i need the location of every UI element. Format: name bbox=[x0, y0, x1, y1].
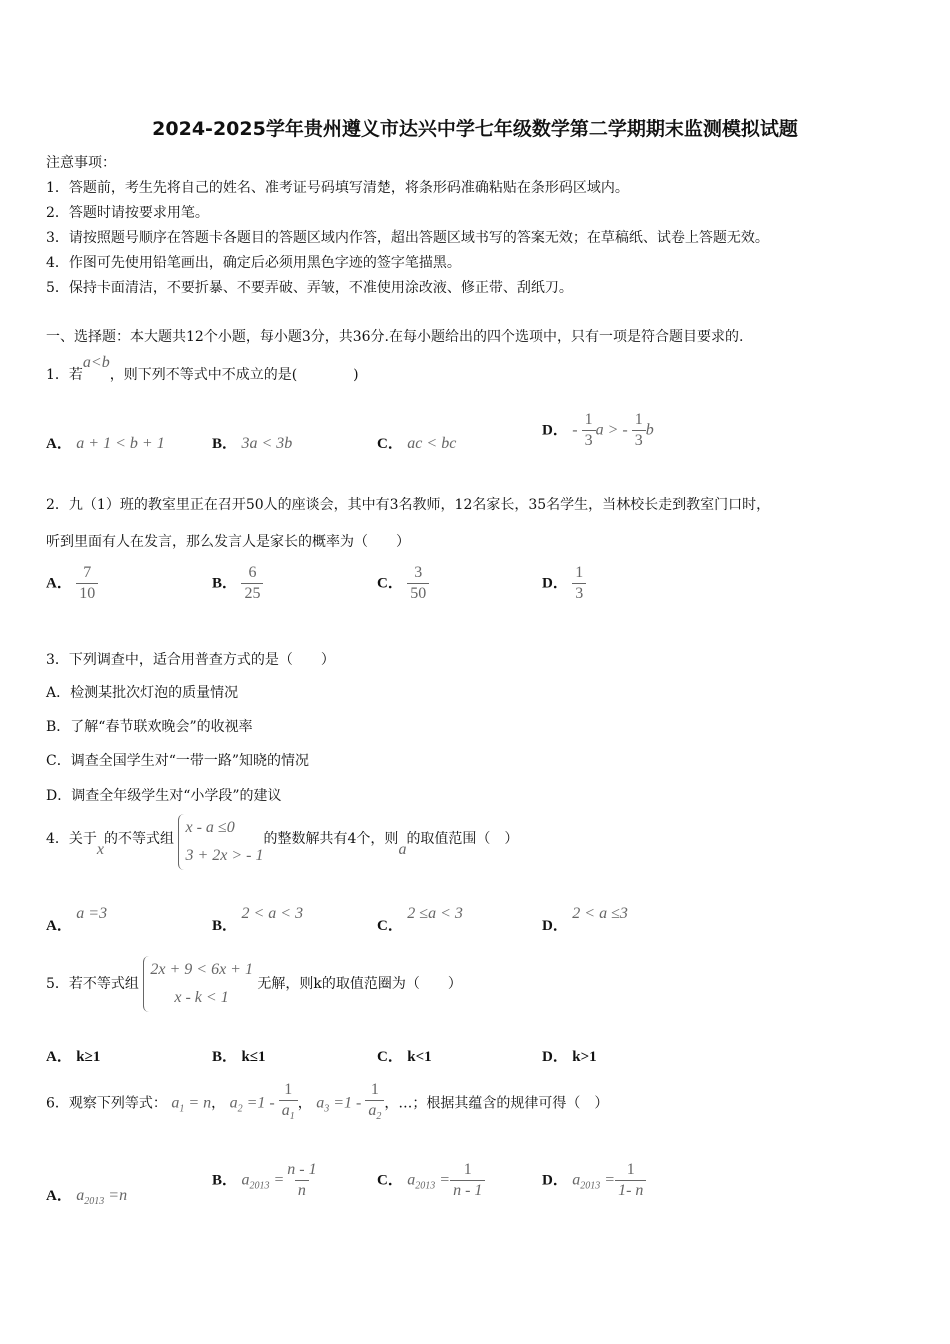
q1-option-a[interactable]: a + 1 < b + 1 bbox=[76, 435, 165, 452]
q1-prefix: 1．若 bbox=[46, 367, 83, 383]
q3-option-d[interactable]: D．调查全年级学生对“小学段”的建议 bbox=[46, 788, 282, 804]
q5-option-a[interactable]: A． k≥1 bbox=[46, 1049, 101, 1065]
fraction: $\frac{7}{10}$ bbox=[76, 563, 98, 604]
notice-item: 2．答题时请按要求用笔。 bbox=[46, 205, 209, 221]
fraction: $\frac{6}{25}$ bbox=[241, 563, 263, 604]
question-2-stem-line1: 2．九（1）班的教室里正在召开50人的座谈会，其中有3名教师，12名家长，35名学生，当林校长走到教室门口时， bbox=[46, 497, 771, 513]
fraction: $\frac{1}{a_2}$ bbox=[365, 1080, 384, 1127]
q4-option-a[interactable]: A． a =3 bbox=[46, 905, 108, 934]
q1-option-d-label: D． bbox=[542, 422, 568, 439]
q6-option-c[interactable]: C． $a_{2013}$ = $\frac{1}{n - 1}$ bbox=[377, 1160, 485, 1201]
q1-option-b[interactable]: 3a < 3b bbox=[241, 435, 293, 452]
question-5-stem: 5．若不等式组 2x + 9 < 6x + 1 x - k < 1 无解，则k的取值范圈为（ ） bbox=[46, 956, 462, 1012]
q1-condition: a<b bbox=[82, 354, 110, 371]
question-1-stem bbox=[46, 354, 359, 384]
q5-option-b[interactable]: B． k≤1 bbox=[212, 1049, 266, 1065]
q2-option-d[interactable]: D． $\frac{1}{3}$ bbox=[542, 563, 586, 604]
q1-option-d[interactable]: D． - $\frac{1}{3}$ a > - $\frac{1}{3}$ b bbox=[542, 411, 654, 449]
inequality-system: x - a ≤0 3 + 2x > - 1 bbox=[178, 814, 263, 870]
notice-item: 5．保持卡面清洁，不要折暴、不要弄破、弄皱，不准使用涂改液、修正带、刮纸刀。 bbox=[46, 280, 573, 296]
q4-option-d[interactable]: D． 2 < a ≤3 bbox=[542, 905, 628, 934]
fraction: $\frac{1}{a_1}$ bbox=[279, 1080, 298, 1127]
q6-option-b[interactable]: B． $a_{2013}$ = $\frac{n - 1}{n}$ bbox=[212, 1160, 320, 1201]
q1-suffix: ，则下列不等式中不成立的是( ) bbox=[109, 367, 359, 383]
q1-option-c-label: C． bbox=[377, 436, 403, 452]
q3-option-c[interactable]: C．调查全国学生对“一带一路”知晓的情况 bbox=[46, 753, 310, 769]
fraction: $\frac{1}{n - 1}$ bbox=[450, 1160, 485, 1201]
notice-item: 3．请按照题号顺序在答题卡各题目的答题区域内作答，超出答题区域书写的答案无效；在草稿纸、试卷上答题无效。 bbox=[46, 230, 769, 246]
q5-option-c[interactable]: C． k<1 bbox=[377, 1049, 432, 1065]
q4-option-b[interactable]: B． 2 < a < 3 bbox=[212, 905, 304, 934]
q5-option-d[interactable]: D． k>1 bbox=[542, 1049, 597, 1065]
fraction: $\frac{1}{3}$ bbox=[632, 410, 646, 451]
notice-item: 4．作图可先使用铅笔画出，确定后必须用黑色字迹的签字笔描黑。 bbox=[46, 255, 461, 271]
q2-option-a[interactable]: A． $\frac{7}{10}$ bbox=[46, 563, 98, 604]
question-2-stem-line2: 听到里面有人在发言，那么发言人是家长的概率为（ ） bbox=[46, 534, 410, 550]
page-title: 2024-2025学年贵州遵义市达兴中学七年级数学第二学期期末监测模拟试题 bbox=[152, 118, 798, 140]
question-4-stem: 4．关于x的不等式组 x - a ≤0 3 + 2x > - 1的整数解共有4个，则a的取值范围（ ） bbox=[46, 814, 518, 870]
notice-item: 1．答题前，考生先将自己的姓名、准考证号码填写清楚，将条形码准确粘贴在条形码区域内。 bbox=[46, 180, 629, 196]
q2-option-b[interactable]: B． $\frac{6}{25}$ bbox=[212, 563, 263, 604]
fraction: $\frac{1}{1- n}$ bbox=[615, 1160, 646, 1201]
section-heading: 一、选择题：本大题共12个小题，每小题3分，共36分.在每小题给出的四个选项中，只有一项是符合题目要求的. bbox=[46, 329, 744, 345]
fraction: $\frac{1}{3}$ bbox=[582, 410, 596, 451]
q3-option-a[interactable]: A．检测某批次灯泡的质量情况 bbox=[46, 685, 239, 701]
inequality-system: 2x + 9 < 6x + 1 x - k < 1 bbox=[143, 956, 253, 1012]
q3-option-b[interactable]: B．了解“春节联欢晚会”的收视率 bbox=[46, 719, 253, 735]
fraction: $\frac{n - 1}{n}$ bbox=[287, 1161, 317, 1199]
question-6-stem: 6．观察下列等式： $a_1 = n$， $a_2 =1$ - $\frac{1}{a_1}$ ， $a_3 =1$ - $\frac{1}{a_2}$ ，…；根据其蕴含的规律可得（ ） bbox=[46, 1080, 608, 1127]
fraction: $\frac{1}{3}$ bbox=[572, 563, 586, 604]
q6-option-d[interactable]: D． $a_{2013}$ = $\frac{1}{1- n}$ bbox=[542, 1160, 646, 1201]
q2-option-c[interactable]: C． $\frac{3}{50}$ bbox=[377, 563, 429, 604]
fraction: $\frac{3}{50}$ bbox=[407, 563, 429, 604]
q1-option-a-label: A． bbox=[46, 436, 72, 452]
question-3-stem: 3．下列调查中，适合用普查方式的是（ ） bbox=[46, 652, 335, 668]
notice-heading: 注意事项： bbox=[46, 155, 116, 171]
q6-option-a[interactable]: A． $a_{2013} =n$ bbox=[46, 1187, 128, 1207]
q1-option-b-label: B． bbox=[212, 436, 238, 452]
q1-option-c[interactable]: ac < bc bbox=[407, 435, 457, 452]
q4-option-c[interactable]: C． 2 ≤a < 3 bbox=[377, 905, 463, 934]
